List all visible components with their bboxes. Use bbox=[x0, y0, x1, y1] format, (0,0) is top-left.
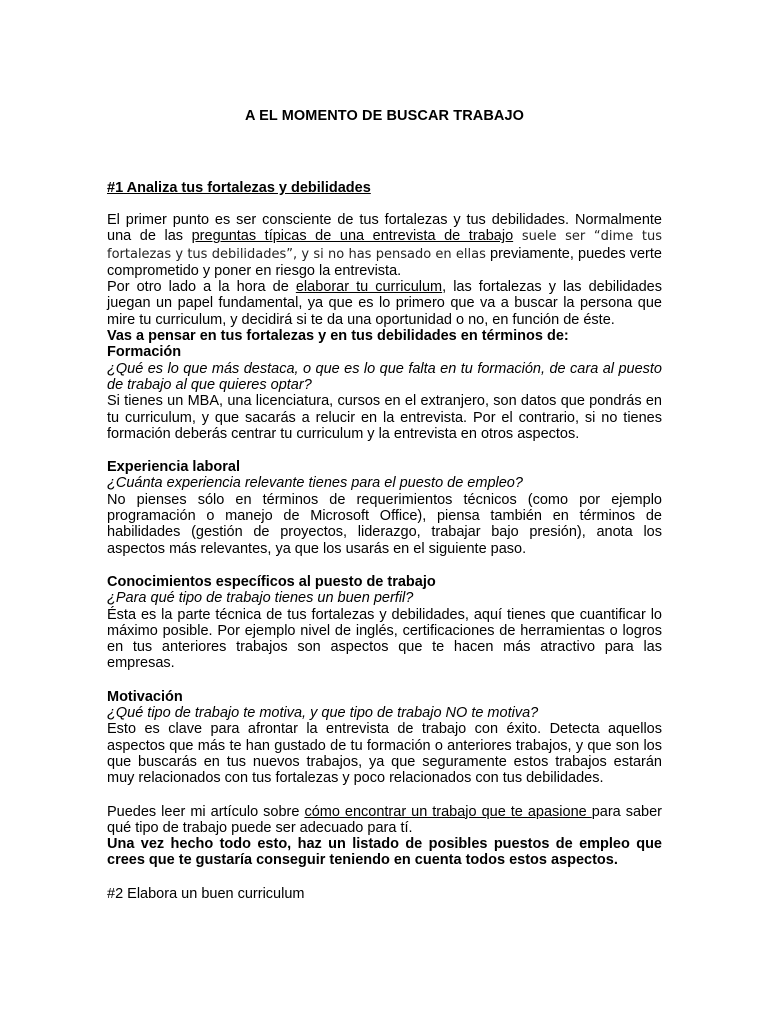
experiencia-question: ¿Cuánta experiencia relevante tienes para el puesto de empleo? bbox=[107, 475, 523, 492]
page-title: A EL MOMENTO DE BUSCAR TRABAJO bbox=[244, 108, 525, 124]
conocimientos-question: ¿Para qué tipo de trabajo tienes un buen perfil? bbox=[107, 590, 414, 607]
spacer bbox=[107, 787, 662, 804]
motivacion-heading: Motivación bbox=[107, 688, 183, 705]
spacer bbox=[107, 869, 662, 886]
text-run: El primer punto es ser consciente de tus fortalezas y tus debilidades. Normalmente una de las bbox=[107, 212, 662, 245]
spacer bbox=[107, 442, 662, 459]
spacer bbox=[107, 557, 662, 574]
link-interview-questions[interactable]: preguntas típicas de una entrevista de trabajo bbox=[191, 228, 514, 245]
text-run: , las fortalezas y las debilidades juegan un papel fundamental, ya que es lo primero que va a buscar la persona que mire tu curriculum, y decidirá si te da una oportunidad o no, en función de éste. bbox=[107, 279, 662, 328]
section-2-heading: #2 Elabora un buen curriculum bbox=[107, 885, 305, 902]
link-trabajo-apasione[interactable]: cómo encontrar un trabajo que te apasione bbox=[304, 803, 592, 820]
text-run: para saber qué tipo de trabajo puede ser adecuado para tí. bbox=[107, 803, 662, 836]
spacer bbox=[107, 672, 662, 689]
paragraph-strengths-intro bbox=[107, 212, 662, 279]
text-run: Por otro lado a la hora de bbox=[107, 279, 296, 296]
intro-terms: Vas a pensar en tus fortalezas y en tus debilidades en términos de: bbox=[107, 328, 569, 345]
section-1-heading: #1 Analiza tus fortalezas y debilidades bbox=[107, 180, 371, 196]
text-run: previamente, puedes verte comprometido y poner en riesgo la entrevista. bbox=[107, 245, 662, 279]
closing-statement: Una vez hecho todo esto, haz un listado de posibles puestos de empleo que crees que te gustaría conseguir teniendo en cuenta todos estos aspectos. bbox=[107, 836, 662, 869]
motivacion-question: ¿Qué tipo de trabajo te motiva, y que tipo de trabajo NO te motiva? bbox=[107, 705, 539, 722]
link-elaborar-curriculum[interactable]: elaborar tu curriculum bbox=[295, 279, 443, 296]
formacion-text: Si tienes un MBA, una licenciatura, cursos en el extranjero, son datos que pondrás en tu curriculum, y que sacarás a relucir en la entrevista. Por el contrario, si no tienes formación deberás centrar tu curriculum y la entrevista en otros aspectos. bbox=[107, 393, 662, 442]
conocimientos-heading: Conocimientos específicos al puesto de trabajo bbox=[107, 573, 436, 590]
paragraph-curriculum bbox=[107, 279, 662, 328]
text-run: Puedes leer mi artículo sobre bbox=[107, 803, 305, 820]
formacion-heading: Formación bbox=[107, 344, 182, 361]
motivacion-text: Esto es clave para afrontar la entrevista de trabajo con éxito. Detecta aquellos aspectos que más te han gustado de tu formación o anteriores trabajos, y que son los que buscarás en tus nuevos trabajos, ya que seguramente estos trabajos estarán muy relacionados con tus fortalezas y poco relacionados con tus debilidades. bbox=[107, 721, 662, 787]
experiencia-text: No pienses sólo en términos de requerimientos técnicos (como por ejemplo programación o manejo de Microsoft Office), piensa también en términos de habilidades (gestión de proyectos, liderazgo, trabajar bajo presión), anota los aspectos más relevantes, ya que los usarás en el siguiente paso. bbox=[107, 491, 662, 557]
paragraph-article bbox=[107, 804, 662, 837]
experiencia-heading: Experiencia laboral bbox=[107, 459, 240, 476]
text-run-quote: suele ser “dime tus fortalezas y tus debilidades”, y si no has pensado en ellas bbox=[107, 229, 662, 262]
conocimientos-text: Ésta es la parte técnica de tus fortalezas y debilidades, aquí tienes que cuantificar lo máximo posible. Por ejemplo nivel de inglés, certificaciones de herramientas o logros en tus anteriores trabajos son aspectos que te hacen más atractivo para las empresas. bbox=[107, 606, 662, 672]
formacion-question: ¿Qué es lo que más destaca, o que es lo que falta en tu formación, de cara al puesto de trabajo al que quieres optar? bbox=[107, 360, 662, 393]
